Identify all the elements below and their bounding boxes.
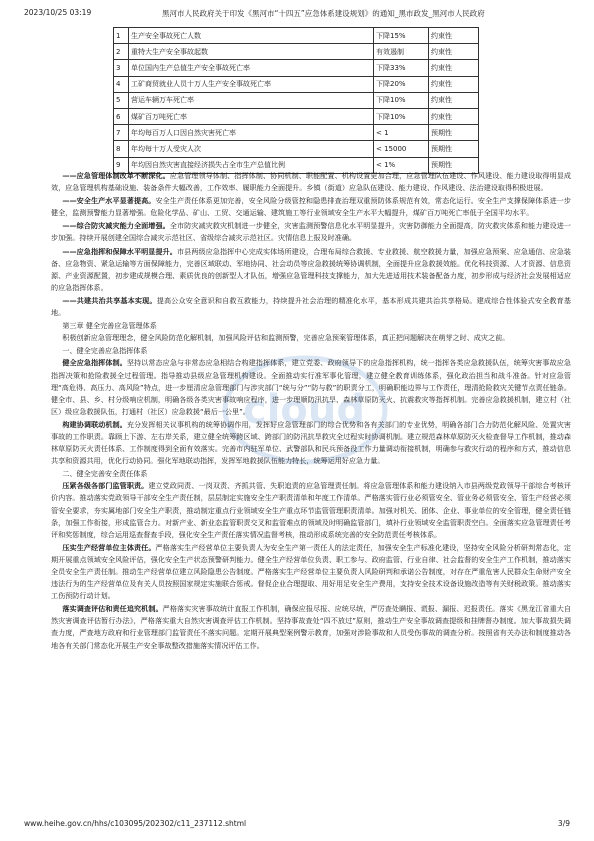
paragraph-text: 应急管理领导体制、指挥体制、协同机制、职能配置、机构设置更加合理，应急管理队伍建设、作风建设、能力建设取得明显成效，应急管理机构基础设施、装备条件大幅改善，工作效率、履职能力全面提升。乡镇（街道）应急队伍建设、能力建设、作风建设、法治建设取得积极进展。	[51, 171, 572, 193]
paragraph-text: 严格落实灾害事故统计直报工作机制，确保应报尽报、应统尽统，严厉查处瞒报、谎报、漏报、迟报责任。落实《黑龙江省重大自然灾害调查评估暂行办法》，严格落实重大自然灾害调查评估工作机制。坚持事故查处“四不放过”原则，推动生产安全事故调查提级和挂牌督办制度。加大事故损失调查力度，严查地方政府和行业管理部门监管责任不落实问题。定期开展典型案例警示教育，加强对涉险事故和人员受伤事故的调查分析。按照省有关办法和制度推动各地各有关部门常态化开展生产安全事故整改措施落实情况评估工作。	[51, 604, 571, 650]
table-row	[114, 28, 479, 44]
chapter-heading: 第三章 健全完善应急管理体系	[62, 321, 157, 331]
indicator-type: 约束性	[429, 44, 479, 60]
indicator-type: 约束性	[429, 28, 479, 44]
indicator-target: 有效遏制	[374, 44, 429, 60]
indicator-name: 工矿商贸就业人员十万人生产安全事故死亡率	[129, 76, 374, 92]
paragraph	[51, 220, 571, 244]
paragraph	[51, 603, 571, 651]
paragraph-text: 建立党政同责、一岗双责、齐抓共管、失职追责的应急管理责任制。将应急管理体系和能力建设纳入市县两级党政领导干部综合考核评价内容。推动落实党政领导干部安全生产责任制，层层制定实施安全生产职责清单和年度工作清单。严格落实管行业必须管安全、管业务必须管安全、管生产经营必须管安全要求，夯实属地部门安全生产职责，推动制定重点行业领域安全生产重点环节监管管理职责清单。加强对机关、团体、企业、事业单位的安全管理，健全责任链条，加强工作衔接，形成监管合力。对新产业、新业态监管职责交叉和监管难点的领域及时明确监管部门，填补行业领域安全监管职责空白。全面落实应急管理责任考评和奖惩制度，综合运用巡查督查手段，强化安全生产责任落实情况监督考核，推动形成系统完善的安全防范责任考核体系。	[51, 481, 572, 539]
row-number: 5	[114, 92, 129, 108]
indicator-name: 单位国内生产总值生产安全事故死亡率	[129, 60, 374, 76]
print-timestamp: 2023/10/25 03:19	[24, 8, 92, 17]
row-number: 4	[114, 76, 129, 92]
document-body	[51, 170, 571, 653]
paragraph-lead: ——应急指挥和保障水平明显提升。	[62, 246, 177, 256]
paragraph	[51, 419, 571, 467]
paragraph	[51, 295, 571, 319]
paragraph-lead: ——应急管理体制改革不断深化。	[62, 171, 170, 180]
paragraph-lead: 压实生产经营单位主体责任。	[62, 542, 156, 552]
paragraph-text: 市县两级应急指挥中心完成实体场所建设，合理布局综合救援、专业救援、航空救援力量，加强应急预案、应急通信、应急装备、应急物资、紧急运输等方面保障能力，完善区域联动、军地协同、社会动员等应急救援统筹协调机制，全面提升应急救援效能。优化科技资源、人才资源、信息资源、产业资源配置，初步建成规模合理、素质优良的创新型人才队伍，增强应急管理科技支撑能力，加大先进适用技术装备配备力度，初步形成与经济社会发展相适应的应急指挥体系。	[51, 246, 572, 292]
indicator-name: 营运车辆万车死亡率	[129, 92, 374, 108]
indicator-type: 约束性	[429, 76, 479, 92]
paragraph-lead: 健全应急指挥体制。	[62, 358, 127, 368]
indicator-target: 下降10%	[374, 92, 429, 108]
table-row	[114, 108, 479, 124]
paragraph	[51, 246, 571, 294]
paragraph	[51, 170, 571, 194]
page-number: 3/9	[557, 819, 570, 828]
row-number: 7	[114, 125, 129, 141]
row-number: 3	[114, 60, 129, 76]
print-footer	[24, 819, 570, 831]
paragraph-text: 安全生产责任体系更加完善，安全风险分级管控和隐患排查治理双重预防体系规范有效，常态化运行。安全生产支撑保障体系进一步健全，监测预警能力显著增强。危险化学品、矿山、工贸、交通运输、建筑施工等行业领域安全生产水平大幅提升，煤矿百万吨死亡率低于全国平均水平。	[51, 196, 572, 218]
row-number: 6	[114, 108, 129, 124]
row-number: 9	[114, 157, 129, 173]
table-row	[114, 44, 479, 60]
paragraph-text: 全市防灾减灾救灾机制进一步健全，灾害监测预警信息化水平明显提升，灾害防御能力全面提高，防灾救灾体系和能力建设进一步加强。持续开展创建全国综合减灾示范社区、省级综合减灾示范社区。灾情信息上报及时准确。	[51, 221, 572, 243]
table-row	[114, 92, 479, 108]
paragraph	[51, 480, 571, 540]
paragraph-lead: 落实调查评估和责任追究机制。	[62, 604, 163, 614]
indicator-name: 重特大生产安全事故起数	[129, 44, 374, 60]
paragraph	[51, 195, 571, 219]
indicator-type: 约束性	[429, 60, 479, 76]
indicator-name: 煤矿百万吨死亡率	[129, 108, 374, 124]
paragraph-lead: ——安全生产水平显著提高。	[62, 196, 156, 206]
paragraph-lead: ——共建共治共享基本实现。	[62, 295, 157, 305]
paragraph	[51, 357, 571, 417]
paragraph-lead: ——综合防灾减灾能力全面增强。	[62, 221, 170, 231]
page-url: www.heihe.gov.cn/hhs/c103095/202302/c11_237112.shtml	[24, 819, 247, 828]
indicator-target: 下降10%	[374, 108, 429, 124]
indicator-name: 生产安全事故死亡人数	[129, 28, 374, 44]
row-number: 2	[114, 44, 129, 60]
paragraph-text: 严格落实生产经营单位主要负责人为安全生产第一责任人的法定责任，加强安全生产标准化建设，坚持安全风险分析研判常态化，定期开展重点领域安全风险评估，强化安全生产状态预警研判能力。健全生产经营单位负责、职工参与、政府监管、行业自律、社会监督的安全生产工作机制，推动落实全员安全生产责任制。推动生产经营单位建立风险隐患公告制度。严格落实生产经营单位主要负责人风险研判和承诺公告制度，对存在严重危害人民群众生命财产安全违法行为的生产经营单位及有关人员按照国家规定实施联合惩戒。督促企业合理提取、用好用足安全生产费用，支持安全技术设备设施改造等有关财税政策。推动落实工伤预防行动计划。	[51, 542, 572, 601]
indicator-table	[113, 27, 479, 174]
section-heading-2: 二、健全完善安全责任体系	[62, 469, 148, 479]
paragraph-text: 提高公众安全意识和自救互救能力，持续提升社会治理的精准化水平，基本形成共建共治共享格局。建成综合性体验式安全教育基地。	[51, 295, 572, 318]
indicator-target: 下降15%	[374, 28, 429, 44]
row-number: 1	[114, 28, 129, 44]
table-row	[114, 76, 479, 92]
indicator-target: 下降20%	[374, 76, 429, 92]
indicator-target: < 1	[374, 125, 429, 141]
paragraph-lead: 构建协调联动机制。	[62, 419, 127, 429]
paragraph-lead: 压紧各级各部门监管职责。	[62, 481, 149, 491]
indicator-target: < 1%	[374, 157, 429, 173]
print-header	[24, 8, 570, 22]
indicator-target: 下降33%	[374, 60, 429, 76]
section-heading-1: 一、健全完善应急指挥体系	[62, 346, 148, 356]
table-row	[114, 60, 479, 76]
page-title: 黑河市人民政府关于印发《黑河市“十四五”应急体系建设规划》的通知_黑市政发_黑河市人民政府	[162, 9, 485, 18]
paragraph-text: 充分发挥相关议事机构的统筹协调作用，发挥好应急管理部门的综合优势和各有关部门的专业优势，明确各部门合力防范化解风险、处置灾害事故的工作职责。靠顾上下游、左右岸关系，建立健全统筹跨区域、跨部门的防汛抗旱救灾全过程实时协调机制。建立规范森林草原防灭火检查督导工作机制，推动森林草原防灭火责任体系、工作制度得到全面有效落实。完善市内驻军单位、武警部队和民兵预备役工作力量调动衔接机制，明确参与救灾行动的程序和方式，推动信息共享和资源共用，优化行动协同。强化军地联动指挥，发挥军地救援队伍能力特长，统筹运用好应急力量。	[51, 419, 571, 466]
indicator-type: 预期性	[429, 125, 479, 141]
indicator-type: 预期性	[429, 157, 479, 173]
indicator-target: < 15000	[374, 141, 429, 157]
indicator-name: 年均因自然灾害直接经济损失占全市生产总值比例	[129, 157, 374, 173]
svg-text:cloud: cloud	[243, 387, 366, 433]
paragraph-text: 坚持以常态应急与非常态应急相结合构建指挥体系，建立党委、政府领导下的应急指挥机构，统一指挥各类应急救援队伍，统筹灾害事故应急指挥决策和抢险救援全过程管理。指导推动县级应急管理机构建设。全面推动实行准军事化管理，建立健全教育训练体系，强化政治担当和战斗准备。针对应急管理“高危得、高压力、高风险”特点，进一步厘清应急管理部门与涉灾部门“统与分”“防与救”的职责分工，明确职能边界与工作责任，理清抢险救灾关键节点责任链条。健全市、县、乡、村分级响应机制，明确各级各类灾害事故响应程序，进一步理顺防汛抗旱、森林草原防灭火、抗震救灾等指挥机制。完善应急救援机制，建立村（社区）级应急救援队伍，打通村（社区）应急救援“最后一公里”。	[51, 358, 571, 416]
indicator-name: 年均每百万人口因自然灾害死亡率	[129, 125, 374, 141]
indicator-name: 年均每十万人受灾人次	[129, 141, 374, 157]
row-number: 8	[114, 141, 129, 157]
table-row	[114, 141, 479, 157]
indicator-type: 约束性	[429, 92, 479, 108]
indicator-type: 预期性	[429, 141, 479, 157]
paragraph	[51, 542, 571, 602]
table-row	[114, 125, 479, 141]
indicator-type: 约束性	[429, 108, 479, 124]
chapter-intro: 积极创新应急管理理念，健全风险防范化解机制，加强风险评估和监测预警，完善应急预案管理体系，真正把问题解决在萌芽之时、成灾之前。	[62, 333, 510, 343]
